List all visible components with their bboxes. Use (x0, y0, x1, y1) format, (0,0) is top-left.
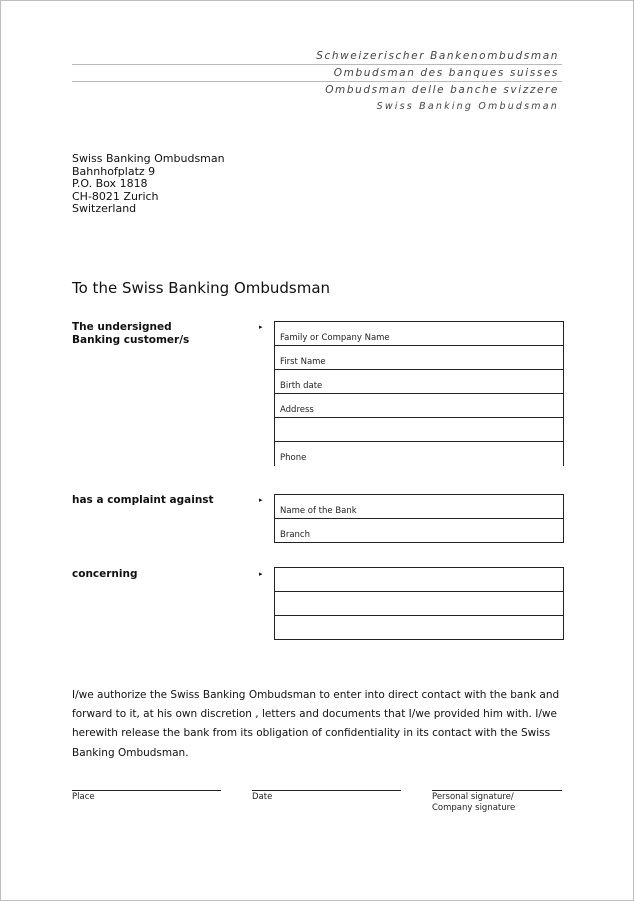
arrow-right-icon: ▸ (259, 570, 263, 578)
arrow-right-icon: ▸ (259, 323, 263, 331)
customer-label-line: The undersigned (72, 321, 172, 333)
bank-fields-table (274, 494, 564, 543)
signature-label-line: Company signature (432, 802, 516, 813)
concerning-line-3-field[interactable] (275, 616, 563, 640)
concerning-fields-table (274, 567, 564, 640)
arrow-right-icon: ▸ (259, 496, 263, 504)
letterhead-line-french: Ombudsman des banques suisses (333, 67, 559, 79)
place-label: Place (72, 792, 95, 802)
address-field[interactable]: Address (275, 394, 563, 418)
personal-signature-line[interactable] (432, 790, 562, 791)
address-continued-field[interactable] (275, 418, 563, 442)
customer-fields-table (274, 321, 564, 466)
bank-name-field[interactable]: Name of the Bank (275, 495, 563, 519)
authorization-line: Banking Ombudsman. (72, 746, 189, 759)
authorization-paragraph (72, 686, 562, 763)
address-line: Switzerland (72, 202, 137, 216)
letterhead-line-german: Schweizerischer Bankenombudsman (316, 50, 559, 62)
customer-label-line: Banking customer/s (72, 334, 190, 346)
form-title: To the Swiss Banking Ombudsman (72, 279, 331, 297)
date-signature-line[interactable] (252, 790, 401, 791)
place-signature-line[interactable] (72, 790, 221, 791)
phone-field[interactable]: Phone (280, 453, 307, 463)
concerning-line-1-field[interactable] (275, 568, 563, 592)
letterhead-line-english: Swiss Banking Ombudsman (376, 101, 559, 112)
authorization-line: I/we authorize the Swiss Banking Ombudsman to enter into direct contact with the bank and (72, 689, 560, 701)
first-name-field[interactable]: First Name (275, 346, 563, 370)
recipient-address (72, 153, 225, 216)
address-line: CH-8021 Zurich (72, 189, 159, 203)
authorization-line: forward to it, at his own discretion , letters and documents that I/we provided him with. I/we (72, 708, 557, 721)
signature-label (432, 792, 515, 813)
bank-section-label: has a complaint against (72, 494, 214, 506)
authorization-line: herewith release the bank from its obligation of confidentiality in its contact with the Swiss (72, 727, 551, 740)
address-line: Swiss Banking Ombudsman (72, 152, 225, 165)
concerning-line-2-field[interactable] (275, 592, 563, 616)
letterhead-rule (72, 64, 562, 65)
birth-date-field[interactable]: Birth date (275, 370, 563, 394)
signature-label-line: Personal signature/ (432, 792, 514, 802)
address-line: P.O. Box 1818 (72, 177, 148, 191)
concerning-section-label: concerning (72, 568, 138, 580)
address-line: Bahnhofplatz 9 (72, 164, 156, 178)
letterhead-rule (72, 81, 562, 82)
branch-field[interactable]: Branch (275, 519, 563, 543)
customer-section-label (72, 321, 189, 347)
family-or-company-name-field[interactable]: Family or Company Name (275, 322, 563, 346)
date-label: Date (252, 792, 273, 802)
letterhead-line-italian: Ombudsman delle banche svizzere (325, 84, 559, 96)
